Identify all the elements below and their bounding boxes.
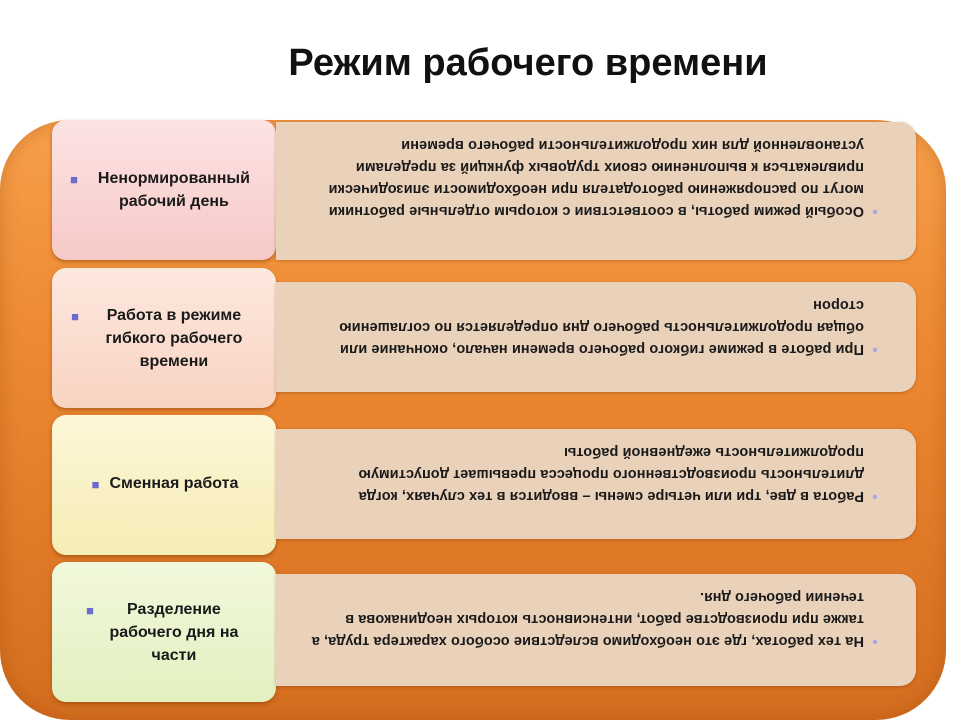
bullet-icon: ● [871,206,878,217]
category-label: Разделение рабочего дня на части [109,600,239,664]
category-label: Ненормированный рабочий день [97,170,250,210]
bullet-icon: ● [871,491,878,502]
category-label: Сменная работа [109,475,239,492]
description-text: Особый режим работы, в соответствии с которым отдельные работники могут по распоряжению работодателя при необходимости эпизодически привлекаться к выполнению своих трудовых функций за пределами установленной для них продолжительности рабочего времени [328,137,864,219]
bullet-icon: ■ [71,308,79,324]
bullet-icon: ■ [86,602,94,618]
category-box [52,120,276,260]
bullet-icon: ■ [70,172,78,187]
category-box [52,268,276,408]
description-text: На тех работах, где это необходимо вследствие особого характера труда, а также при производстве работ, интенсивность которых неодинакова в течении рабочего дня. [311,589,864,649]
description-text: Работа в две, три или четыре смены – вводится в тех случаях, когда длительность производственного процесса превышает допустимую продолжительность ежедневной работы [358,444,864,504]
bullet-icon: ● [871,636,878,647]
slide-title: Режим рабочего времени [288,42,768,84]
description-box [276,122,916,260]
category-label: Работа в режиме гибкого рабочего времени [105,306,243,370]
category-box [52,562,276,702]
description-box [276,429,916,539]
description-box [276,282,916,392]
category-box [52,415,276,555]
bullet-icon: ● [871,344,878,355]
description-box [276,574,916,686]
bullet-icon: ■ [91,477,100,492]
description-text: При работе в режиме гибкого рабочего времени начало, окончание или общая продолжительность рабочего дня определяется по соглашению сторон [339,297,864,357]
